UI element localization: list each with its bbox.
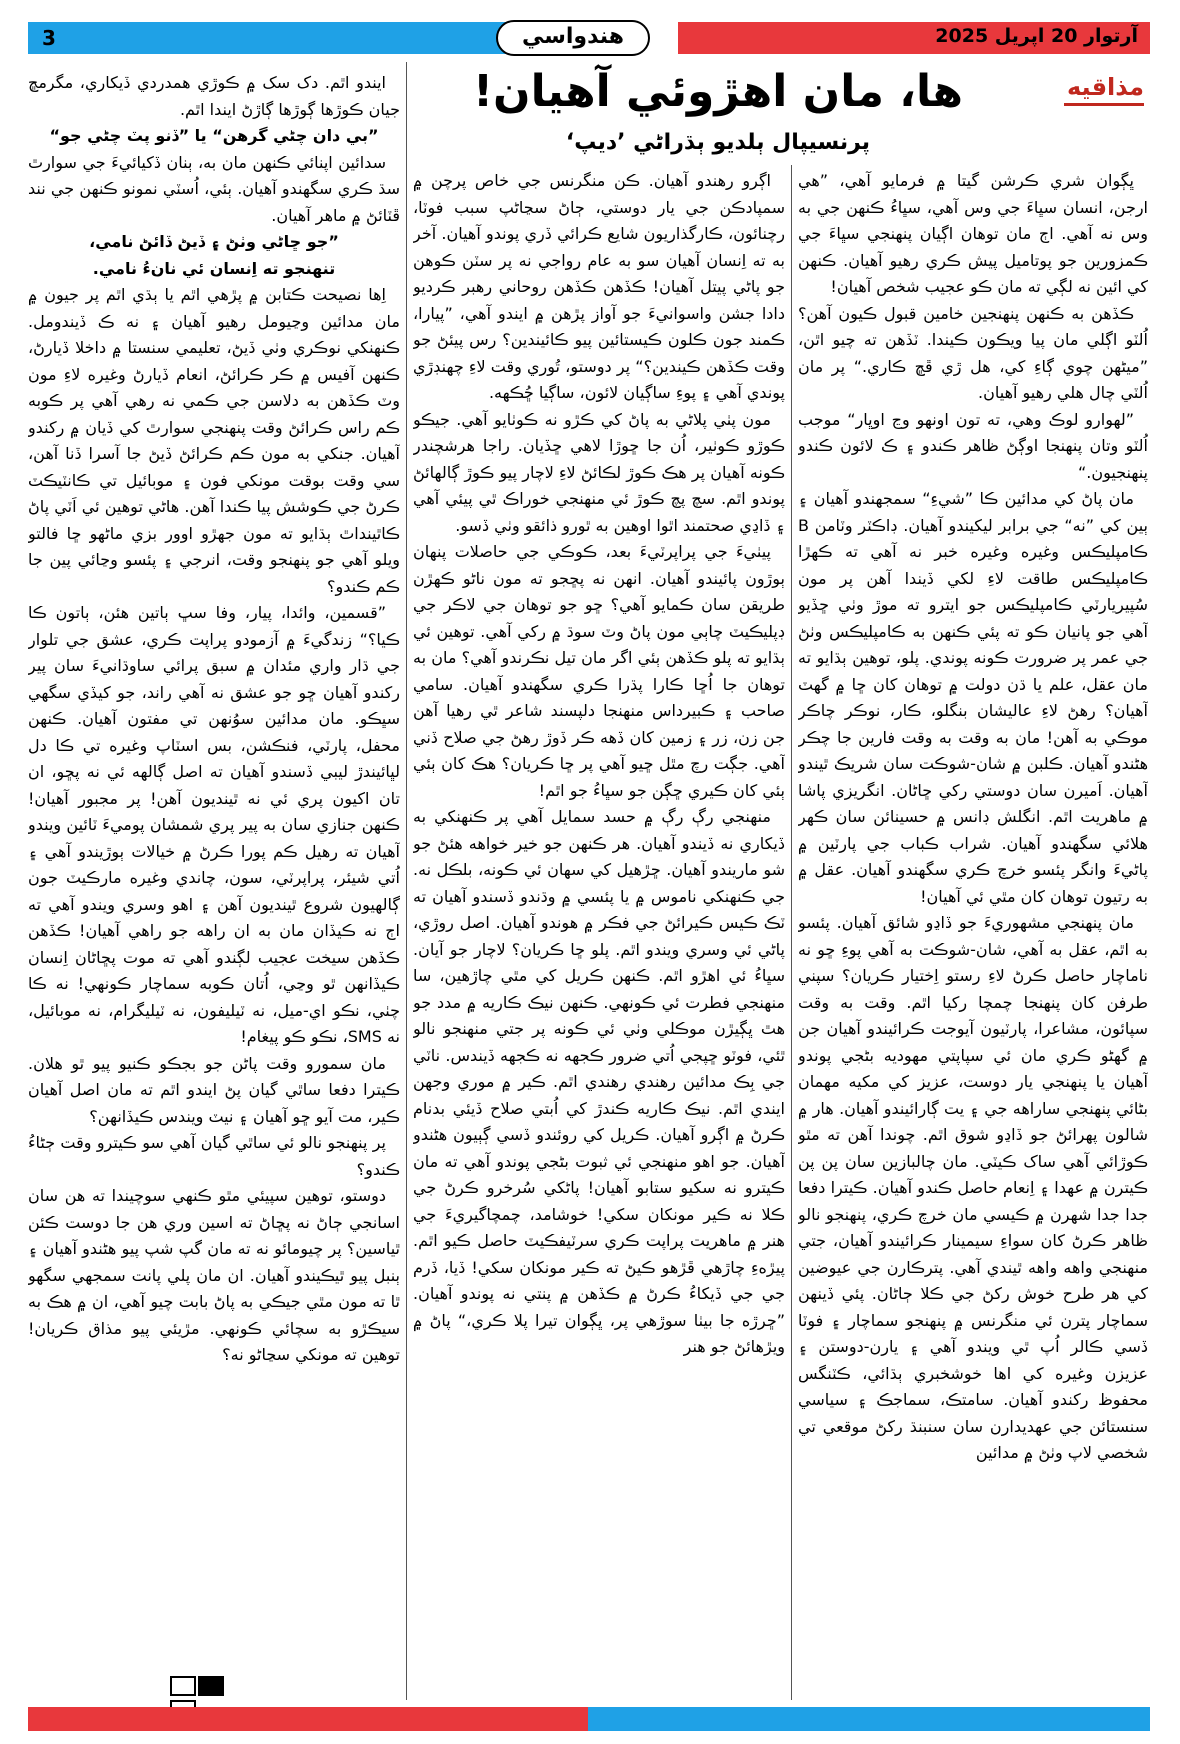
paragraph: ڀڳوان شري ڪرشن گيتا ۾ فرمايو آهي، ”هي ارجن، انسان سڀاءَ جي وس آهي، سڀاءُ ڪنهن جي به وس نه آهي. اڄ مان توهان اڳيان پنهنجي سڀاءَ جي ڪمزورين جو پوتاميل پيش ڪري رهيو آهيان. ڪنهن کي ائين نه لڳي ته مان ڪو عجيب شخص آهيان!: [798, 171, 1148, 296]
paragraph: مان پنهنجي مشهوريءَ جو ڏاڍو شائق آهيان. پئسو به اٿم، عقل به آهي، شان-شوڪت به آهي پوءِ ڇو نه ناماچار حاصل ڪرڻ لاءِ رستو اِختيار ڪريان؟ سپني طرفن کان پنهنجا چمچا رکيا اٿم. وقت به وقت سپائون، مشاعرا، پارٽيون آيوجت ڪرائيندو آهيان جن ۾ گهڻو ڪري مان ئي سپاپتي مهوديه بڻجي پوندو آهيان يا پنهنجي يار دوست، عزيز کي مکيه مهمان بڻائي پنهنجي ساراهه جي ۽ يت ڳارائيندو آهيان. هار ۾ شالون پهرائڻ جو ڏاڍو شوق اٿم. چوندا آهن ته مٿو ڪوڙائي آهي ساک ڪيٽي. مان چالبازين سان پن پن ڪيترن ۾ عهدا ۽ اِنعام حاصل ڪندو آهيان. ڪيترا دفعا جدا جدا شهرن ۾ ڪيسي مان خرچ ڪري، پنهنجو نالو ظاهر ڪرڻ کان سواءِ سيمينار ڪرائيندو آهيان، جتي منهنجي واهه واهه ٿيندي آهي. پترڪارن جي عيوضين کي هر طرح خوش رکڻ جي ڪلا ڄاڻان. پئي ڏينهن سماچار پترن ئي منگرنس ۾ پنهنجو سماچار ۽ فوٽا ڏسي ڪالر اُپ ٿي ويندو آهي ۽ يارن-دوستن ۽ عزيزن وغيره کي اها خوشخبري ٻڌائي، ڪٽنگس محفوظ رکندو آهيان. سامتڪ، سماجڪ ۽ سياسي سنستائن جي عهديدارن سان سنبنڌ رکڻ موقعي تي شخصي لاپ وٺڻ ۾ مدائين: [798, 913, 1148, 1462]
article-headline: ها، مان اهڙوئي آهيان!: [472, 66, 964, 117]
paragraph: پر پنهنجو نالو ئي ساٿي گيان آهي سو ڪيترو وقت ڄڻاءُ ڪندو؟: [28, 1133, 400, 1179]
top-bar-red-segment: [678, 22, 1150, 54]
quote-line: ”بي دان چڻي گرهن“ يا ”ڏنو پٽ چڻي جو“: [49, 126, 379, 145]
top-bar-blue-segment: [28, 22, 524, 54]
column-divider: [791, 165, 792, 1700]
section-label: مذاقيه: [1064, 73, 1144, 106]
paragraph: مان سمورو وقت پاڻن جو بجڪو ڪنيو پيو ٿو هلان. ڪيترا دفعا ساٿي گيان پڻ ايندو اٿم ته مان اصل آهيان ڪير، مت آيو ڇو آهيان ۽ نيٽ ويندس ڪيڏانهن؟: [28, 1053, 400, 1126]
article-column-3: [28, 70, 400, 1660]
paragraph: اِها نصيحت ڪتابن ۾ پڙهي اٿم يا ٻڌي اٿم پر جيون ۾ مان مدائين وڃيومل رهيو آهيان ۽ نه ڪ ڏيندومل. ڪنهنکي نوڪري وٺي ڏيڻ، تعليمي سنستا ۾ داخلا ڏيارڻ، ڪنهن آفيس ۾ ڪر ڪرائڻ، انعام ڏيارڻ وغيره لاءِ مون وٽ ڪڏهن به دلاسن جي ڪمي نه رهي آهي پر ڪوبه ڪم راس ڪرائڻ وقت پنهنجي سوارٿ کي ڏيان ۾ رکندو آهيان. جنکي به مون ڪم ڪرائڻ ڏيڻ جا آسرا ڏنا آهن، سي وقت بوقت مونکي فون ۽ موبائيل تي ڪانٽيڪٽ ڪرڻ جي ڪوشش پيا ڪندا آهن. هاڻي توهين ئي اَٽي پاڻ ڪاٿينداٿ ٻڌايو ته مون جهڙو اوور بزي ماڻهو ڇا فالتو ويلو آهي جو پنهنجو وقت، انرجي ۽ پئسو وڃائي پين جا ڪم ڪندو؟: [28, 285, 400, 596]
paragraph: مون پٺي پلاڻي به پاڻ کي ڪڙو نه ڪوٺايو آهي. جيڪو ڪوڙو ڪوٺير، اُن جا ڇوڙا لاهي ڇڏيان. راجا هرشچندر ڪونه آهيان پر هڪ ڪوڙ لڪائڻ لاءِ لاچار پيو ڪوڙ ڳالهائڻ پوندو اٿم. سچ پچ ڪوڙ ئي منهنجي خوراڪ ٿي پيئي آهي ۽ ڏاڍي صحتمند اٿوا اوهين به ٿورو ذائقو وٺي ڏسو.: [413, 409, 785, 535]
article-column-1: [798, 168, 1148, 1698]
column-divider: [406, 62, 407, 1700]
page-number: 3: [42, 26, 56, 50]
article-end-mark-icon: [170, 1676, 250, 1698]
article-byline: پرنسيپال ٻلديو ٻڌراڻي ’ديپ‘: [565, 130, 871, 155]
paragraph: ”لهوارو لوڪ وهي، ته تون اونهو وڃ اوڀار“ موجب اُلٽو وتان پنهنجا اوڳڻ ظاهر ڪندو ۽ ڪ لائون ڪندو پنهنجيون.“: [798, 409, 1148, 482]
verse-line: ”جو ڇاڻي وٺڻ ۽ ڏيڻ ڏائڻ نامي،: [89, 232, 339, 251]
article-column-2: [413, 168, 785, 1698]
bottom-bar-blue-segment: [588, 1707, 1150, 1731]
paragraph: ”قسمين، وائدا، پيار، وفا سڀ ٻاتين هئن، ٻاتون ڪا ڪيا؟“ زندگيءَ ۾ آزمودو پراپت ڪري، عشق جي تلوار جي ڌار واري مئدان ۾ سبق پرائي ساوڌانيءَ سان پير رکندو آهيان ڇو جو عشق نه آهي راند، جو کيڏي سگهي سڀڪو. مان مدائين سوُنهن تي مفتون آهيان. ڪنهن محفل، پارٽي، فنڪشن، بس اسٽاپ وغيره تي ڪا دل لڀائيندڙ ليبي ڏسندو آهيان ته اصل ڳالهه ئي نه پڇو، ان تان اکيون پري ئي نه ٿينديون آهن! پر مجبور آهيان! ڪنهن جنازي سان به پير پري شمشان پوميءَ ٽائين ويندو آهيان ته رهيل ڪم پورا ڪرڻ ۾ خيالات ٻوڙيندو آهي ۽ اُتي شيئر، پراپرٽي، سون، چاندي وغيره مارڪيٽ جون ڳالهيون شروع ٿينديون آهن ۽ اهو وسري ويندو آهي ته اڄ نه ڪيڏان مان به ان راهه جو راهي آهيان! ڪڏهن ڪڏهن سيخت عجيب لڳندو آهي ته موت پڇاڻان اِنسان ڪيڏانهن ٿو وڃي، اُتان ڪوبه سماچار ڪونهي! نه ڪا چٺي، نڪو اي-ميل، نه ٽيليفون، نه ٽيليگرام، نه موبائيل، نه SMS، نڪو ڪو پيغام!: [28, 603, 400, 1046]
paragraph: اڳرو رهندو آهيان. ڪن منگرنس جي خاص پرچن ۾ سمپادڪن جي يار دوستي، ڄاڻ سڃاڻپ سبب فوٽا، رچنائون، ڪارگذاريون شايع ڪرائي ڏري پوندو آهيان. آخر به ته اِنسان آهيان سو به عام رواجي نه پر سٽن ڪوهن جو پاڻي پيتل آهيان! ڪڏهن ڪڏهن روحاني رهبر ڪرديو دادا جشن واسوانيءَ جو آواز پڙهن ۾ ايندو آهي، ”پيارا، ڪمند جون ڪلون ڪيستائين پيو ڪائيندين؟ رس پيئڻ جو وقت ڪڏهن ڪيندين؟“ پر دوستو، تُوري وقت لاءِ چهنڊڙي پوندي آهي ۽ پوءِ ساڳيان لائون، ساڳيا ڇُڪهه.: [413, 171, 785, 402]
bottom-bar-red-segment: [28, 1707, 588, 1731]
paragraph: دوستو، توهين سپيئي مٿو ڪنهي سوچيندا ته هن سان اسانجي ڄاڻ نه پڇاڻ ته اسين وري هن جا دوست ڪئن ٿياسين؟ پر چيومائو نه ته مان گپ شپ پيو هڻندو آهيان ۽ ٻنبل پيو ٿيڪيندو آهيان. ان مان پلي پانت سمجهي سگهو ٿا ته مون مٿي جيڪي به پاڻ بابت چيو آهي، ان ۾ هڪ به سيڪڙو به سچائي ڪونهي. مڙيئي پيو مذاق ڪريان! توهين ته مونکي سڃاڻو نه؟: [28, 1186, 400, 1364]
paragraph: مان پاڻ کي مدائين ڪا ”شيءِ“ سمجهندو آهيان ۽ ٻين کي ”نه“ جي برابر ليکيندو آهيان. ڊاڪٽر وٽامن B ڪامپليڪس وغيره وغيره خبر نه آهي ته ڪهڙا ڪامپليڪس طاقت لاءِ لکي ڏيندا آهن پر مون سُپيريارٽي ڪامپليڪس جو ايترو ته موڙ وٺي ڇڏيو آهي جو پانيان ڪو ته پئي ڪنهن به ڪامپليڪس وٺڻ جي عمر پر ضرورت ڪونه پوندي. پلو، توهين ٻڌايو ته مان عقل، علم يا ڌن دولت ۾ توهان کان ڇا ۾ گهٽ آهيان؟ رهڻ لاءِ عاليشان بنگلو، ڪار، نوڪر چاڪر موڪي به آهن! مان به وقت به وقت فارين جا چڪر هڻندو آهيان. ڪلبن ۾ شان-شوڪت سان شريڪ ٿيندو آهيان. اَميرن سان دوستي رکي ڇاڻان. انگريزي پاشا ۾ ماهريت اٿم. انگلش ڊانس ۾ حسينائن سان ڪهر هلائي سگهندو آهيان. شراب ڪباب جي پارٽين ۾ پاڻيءَ وانگر پئسو خرچ ڪري سگهندو آهيان. عقل ۾ به رتيون توهان کان مٿي ئي آهيان!: [798, 489, 1148, 906]
paragraph: ڪڏهن به ڪنهن پنهنجين خامين قبول ڪيون آهن؟ اُلٽو اڳلي مان پيا ويڪون ڪيندا. ٽڏهن ته چيو اٿن، ”ميڻهن چوي ڳاءِ کي، هل ڙي ڦڇ ڪاري.“ پر مان اُلٽي چال هلي رهيو آهيان.: [798, 303, 1148, 402]
issue-date: آرتوار 20 اپريل 2025: [935, 25, 1138, 47]
verse-line: تنهنجو ته اِنسان ئي نانءُ نامي.: [92, 258, 336, 278]
paragraph: منهنجي رڳ رڳ ۾ حسد سمايل آهي پر ڪنهنکي به ڏيکاري نه ڏيندو آهيان. هر ڪنهن جو خير خواهه هئڻ جو شو ماريندو آهيان. ڇڙهيل کي سهان ئي ڪونه، بلڪل نه. جي ڪنهنکي ناموس ۾ يا پئسي ۾ وڌندو ڏسندو آهيان ته ٽڪ ڪيس ڪيرائڻ جي فڪر ۾ هوندو آهيان. اصل روڙي، پاڻي ئي وسري ويندو اٿم. پلو ڇا ڪريان؟ لاچار جو آيان. سڀاءُ ئي اهڙو اٿم. ڪنهن ڪريل کي مٿي چاڙهين، سا منهنجي فطرت ئي ڪونهي. ڪنهن نيڪ ڪاريه ۾ مدد جو هٿ ڀڳيڙن موڪلي وٺي ئي ڪونه پر جتي منهنجو نالو ٿئي، فوٽو ڇپجي اُتي ضرور ڪجهه نه ڪجهه ڏيندس. ناٽي جي بِڪ مدائين رهندي رهندي اٿم. ڪير ۾ موري وجهن ايندي اٿم. نيڪ ڪاريه ڪندڙ کي اُبتي صلاح ڏيئي بدنام ڪرڻ ۾ اڳرو آهيان. ڪريل کي روئندو ڏسي ڳٻيون هڻندو آهيان. جو اهو منهنجي ئي ثبوت بڻجي پوندو آهي ته مان ڪيترو نه سکيو ستابو آهيان! پاڻکي سُرخرو ڪرڻ جي ڪلا نه ڪير مونکان سکي! خوشامد، چمچاگيريءَ جي هنر ۾ ماهريت پراپت ڪري سرٽيفڪيٽ حاصل ڪيو اٿم. پيڙهءِ چاڙهي ڦڙهو ڪيڻ ته ڪير مونکان سکي! ڏيا، ڏرم جي جي ڏيکاءُ ڪرڻ ۾ ڪڏهن ۾ پنتي نه پوندو آهيان. ”ڇرڙه جا بيٺا سوڙهي پر، ڀڳوان تيرا پلا ڪري،“ پاڻ ۾ ويڙهائڻ جو هنر: [413, 807, 785, 1356]
newspaper-masthead-logo: هندواسي: [496, 20, 650, 56]
bottom-color-bar: [28, 1707, 1150, 1731]
paragraph: سدائين اپنائي ڪنهن مان به، ٻنان ڏکيائيءَ جي سوارٿ سڌ ڪري سگهندو آهيان. ٻئي، اُسٽي نمونو ڪنهن جي نند ڦٽائڻ ۾ ماهر آهيان.: [28, 152, 400, 225]
paragraph: پيٺيءَ جي پراپرٽيءَ بعد، ڪوڪي جي حاصلات پنهان ٻوڙون پائيندو آهيان. انهن نه پڇجو ته مون ناڻو ڪهڙن طريقن سان ڪمايو آهي؟ ڇو جو توهان جي لاڪر جي ڊپليڪيٽ چاٻي مون پاڻ وٽ سوڌ ۾ رکي آهي. توهين ئي ٻڌايو ته پلو ڪڏهن ٻئي اگر مان تيل نڪرندو آهي؟ مان به توهان جا اُڇا ڪارا پڌرا ڪري سگهندو آهيان. سامي صاحب ۽ ڪبيرداس منهنجا دلپسند شاعر ٿي رهيا آهن جن زن، زر ۽ زمين کان ڏهه ڪر ڏوڙ رهڻ جي صلاح ڏني آهي. جڳت رچ مٿل ڇيو آهي پر ڇا ڪريان؟ هڪ کان ٻئي ٻئي کان ڪيري ڇڳن جو سڀاءُ جو اٿم!: [413, 542, 785, 800]
paragraph: ايندو اٿم. دک سک ۾ ڪوڙي همدردي ڏيکاري، مگرمڇ جيان ڪوڙها ڳوڙها ڳاڙڻ ايندا اٿم.: [28, 73, 400, 119]
